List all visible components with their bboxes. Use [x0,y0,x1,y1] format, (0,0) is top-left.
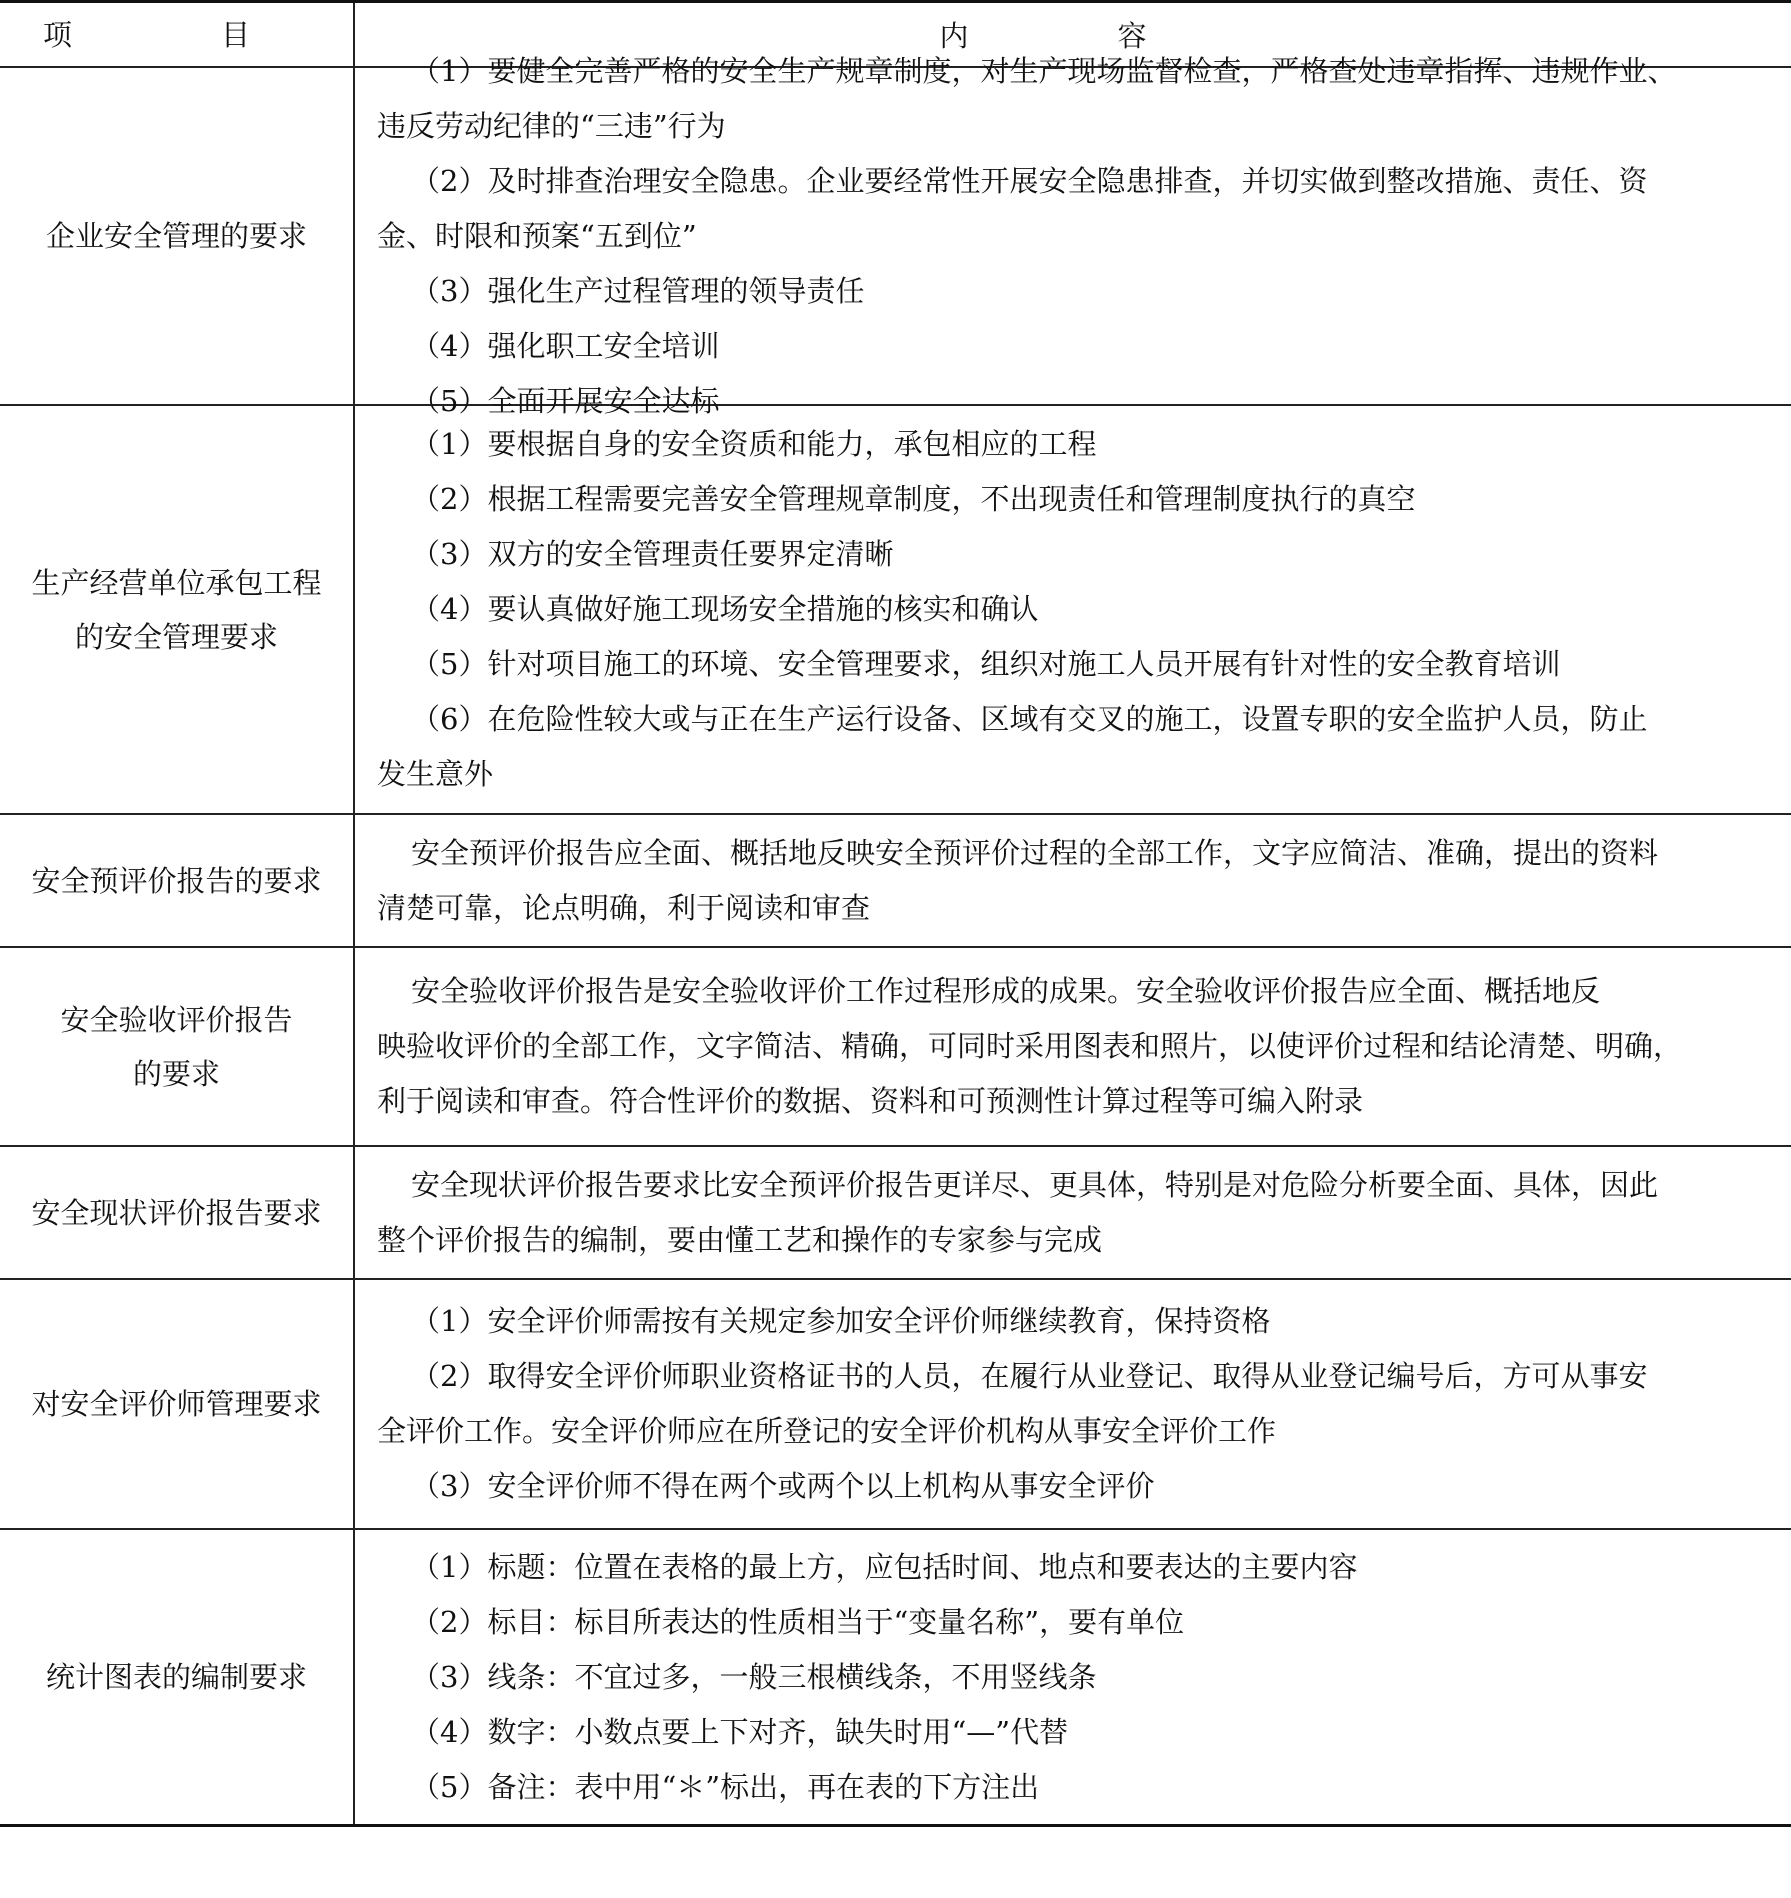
row-content [355,406,1791,813]
row-item: 企业安全管理的要求 [0,68,355,404]
content-line: 全评价工作。安全评价师应在所登记的安全评价机构从事安全评价工作 [377,1414,1277,1448]
table-row [0,1530,1791,1827]
content-line: 利于阅读和审查。符合性评价的数据、资料和可预测性计算过程等可编入附录 [377,1084,1364,1118]
row-content [355,815,1791,946]
content-line: （3）强化生产过程管理的领导责任 [411,273,865,308]
content-line: （4）数字：小数点要上下对齐，缺失时用“—”代替 [411,1714,1069,1749]
content-line: （1）标题：位置在表格的最上方，应包括时间、地点和要表达的主要内容 [411,1549,1358,1584]
content-line: 映验收评价的全部工作，文字简洁、精确，可同时采用图表和照片，以使评价过程和结论清楚、明确， [377,1029,1683,1063]
row-item-line: 生产经营单位承包工程 [31,565,322,600]
content-line: （2）取得安全评价师职业资格证书的人员，在履行从业登记、取得从业登记编号后，方可从事安 [411,1359,1648,1393]
content-line: 安全预评价报告应全面、概括地反映安全预评价过程的全部工作，文字应简洁、准确，提出的资料 [411,835,1659,870]
table-row [0,1147,1791,1280]
row-item [0,406,355,813]
row-content [355,1280,1791,1528]
content-line: （5）备注：表中用“＊”标出，再在表的下方注出 [411,1769,1040,1804]
table-row [0,1280,1791,1530]
content-line: （6）在危险性较大或与正在生产运行设备、区域有交叉的施工，设置专职的安全监护人员，防止 [411,702,1648,736]
content-line: （3）线条：不宜过多，一般三根横线条，不用竖线条 [411,1659,1097,1694]
content-line: （4）要认真做好施工现场安全措施的核实和确认 [411,592,1039,626]
row-item-line: 的要求 [132,1056,220,1091]
content-line: （2）标目：标目所表达的性质相当于“变量名称”，要有单位 [411,1604,1185,1639]
row-item: 安全预评价报告的要求 [0,815,355,946]
content-line: （1）要根据自身的安全资质和能力，承包相应的工程 [411,427,1097,461]
header-item: 项 目 [0,3,355,66]
content-line: 金、时限和预案“五到位” [377,218,697,253]
table-row [0,948,1791,1147]
content-line: （5）针对项目施工的环境、安全管理要求，组织对施工人员开展有针对性的安全教育培训 [411,647,1561,681]
row-item-line: 安全验收评价报告 [60,1002,293,1037]
table-row [0,815,1791,948]
row-content [355,1147,1791,1278]
content-line: （3）安全评价师不得在两个或两个以上机构从事安全评价 [411,1469,1155,1503]
content-line: （2）及时排查治理安全隐患。企业要经常性开展安全隐患排查，并切实做到整改措施、责任、资 [411,163,1648,198]
content-line: 发生意外 [377,757,494,791]
content-line: 安全现状评价报告要求比安全预评价报告更详尽、更具体，特别是对危险分析要全面、具体，因此 [411,1167,1659,1202]
row-item: 对安全评价师管理要求 [0,1280,355,1528]
table-row [0,406,1791,815]
content-line: 违反劳动纪律的“三违”行为 [377,108,726,143]
row-content [355,53,1791,418]
content-line: （1）要健全完善严格的安全生产规章制度，对生产现场监督检查，严格查处违章指挥、违规作业、 [411,53,1677,88]
content-line: 安全验收评价报告是安全验收评价工作过程形成的成果。安全验收评价报告应全面、概括地反 [411,974,1601,1008]
header-content: 内 容 [939,19,1207,53]
row-item [0,948,355,1145]
content-line: 整个评价报告的编制，要由懂工艺和操作的专家参与完成 [377,1222,1103,1257]
row-item: 安全现状评价报告要求 [0,1147,355,1278]
content-line: （3）双方的安全管理责任要界定清晰 [411,537,894,571]
content-line: （5）全面开展安全达标 [411,383,720,418]
content-line: 清楚可靠，论点明确，利于阅读和审查 [377,890,871,925]
row-item: 统计图表的编制要求 [0,1530,355,1824]
row-content [355,948,1791,1145]
row-content [355,1530,1791,1824]
content-line: （4）强化职工安全培训 [411,328,720,363]
table-row [0,53,1791,418]
content-line: （1）安全评价师需按有关规定参加安全评价师继续教育，保持资格 [411,1304,1271,1338]
content-line: （2）根据工程需要完善安全管理规章制度，不出现责任和管理制度执行的真空 [411,482,1416,516]
row-item-line: 的安全管理要求 [74,619,278,654]
